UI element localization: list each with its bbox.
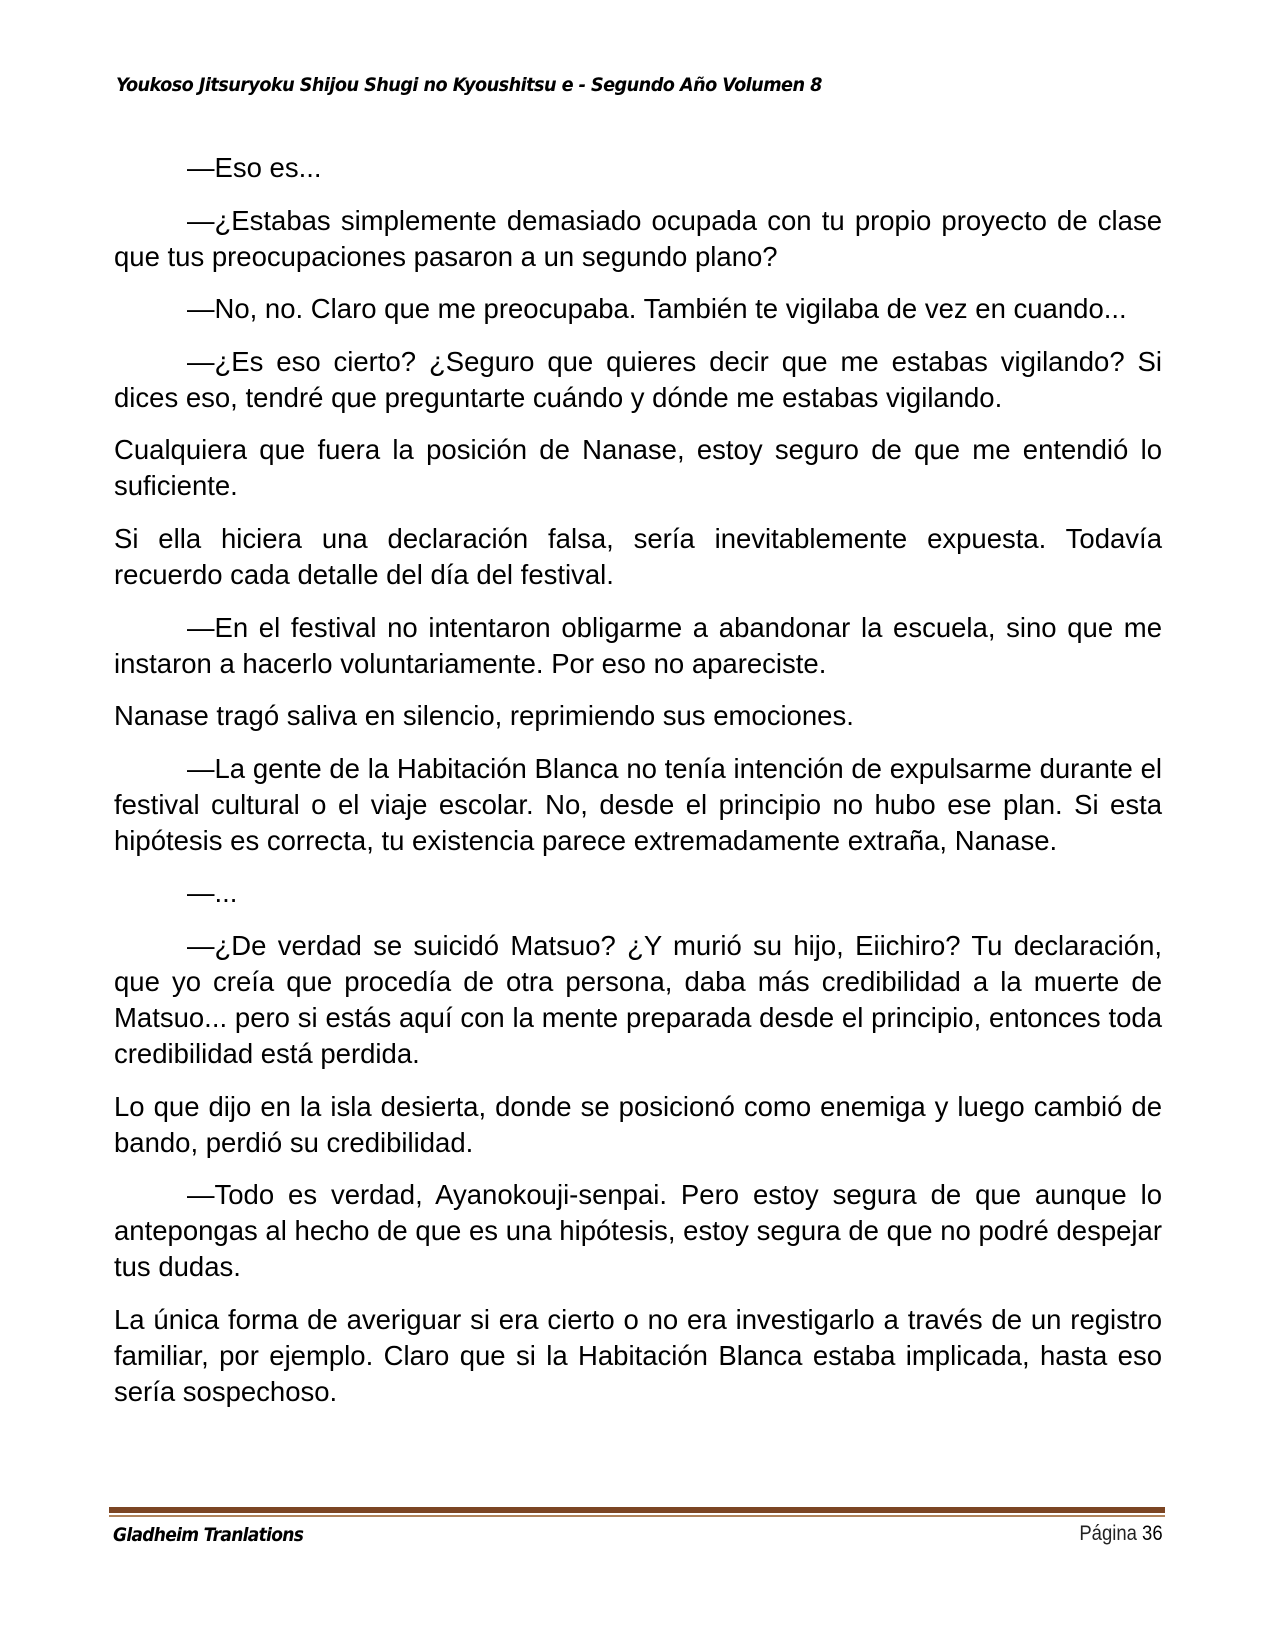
paragraph: La única forma de averiguar si era cierto o no era investigarlo a través de un registro familiar, por ejemplo. Claro que si la Habitación Blanca estaba implicada, hasta eso sería sospechoso. [114, 1303, 1162, 1407]
paragraph: —Eso es... [187, 152, 322, 183]
paragraph: —Todo es verdad, Ayanokouji-senpai. Pero estoy segura de que aunque lo antepongas al hecho de que es una hipótesis, estoy segura de que no podré despejar tus dudas. [114, 1179, 1162, 1283]
paragraph: —¿Estabas simplemente demasiado ocupada con tu propio proyecto de clase que tus preocupaciones pasaron a un segundo plano? [114, 204, 1162, 272]
paragraph: Cualquiera que fuera la posición de Nanase, estoy seguro de que me entendió lo suficiente. [114, 434, 1162, 502]
running-header: Youkoso Jitsuryoku Shijou Shugi no Kyoushitsu e - Segundo Año Volumen 8 [116, 74, 822, 96]
paragraph: —... [187, 877, 238, 909]
body-text [114, 150, 1162, 1426]
footer-divider-thin [109, 1515, 1165, 1517]
paragraph: Nanase tragó saliva en silencio, reprimiendo sus emociones. [114, 700, 854, 732]
paragraph: —No, no. Claro que me preocupaba. También te vigilaba de vez en cuando... [187, 293, 1127, 325]
paragraph: —¿Es eso cierto? ¿Seguro que quieres decir que me estabas vigilando? Si dices eso, tendré que preguntarte cuándo y dónde me estabas vigilando. [114, 345, 1162, 413]
footer-credit: Gladheim Tranlations [113, 1524, 304, 1546]
paragraph: —En el festival no intentaron obligarme a abandonar la escuela, sino que me instaron a hacerlo voluntariamente. Por eso no apareciste. [114, 611, 1162, 679]
page-number-label [1080, 1522, 1163, 1546]
footer-divider [109, 1507, 1165, 1517]
paragraph: —La gente de la Habitación Blanca no tenía intención de expulsarme durante el festival cultural o el viaje escolar. No, desde el principio no hubo ese plan. Si esta hipótesis es correcta, tu existencia parece extremadamente extraña, Nanase. [114, 752, 1162, 856]
page-label: Página [1079, 1522, 1138, 1545]
page-number: 36 [1142, 1522, 1163, 1545]
paragraph: Lo que dijo en la isla desierta, donde se posicionó como enemiga y luego cambió de bando, perdió su credibilidad. [114, 1090, 1162, 1158]
paragraph: Si ella hiciera una declaración falsa, sería inevitablemente expuesta. Todavía recuerdo cada detalle del día del festival. [114, 522, 1162, 590]
paragraph: —¿De verdad se suicidó Matsuo? ¿Y murió su hijo, Eiichiro? Tu declaración, que yo creía que procedía de otra persona, daba más credibilidad a la muerte de Matsuo... pero si estás aquí con la mente preparada desde el principio, entonces toda credibilidad está perdida. [114, 929, 1162, 1069]
